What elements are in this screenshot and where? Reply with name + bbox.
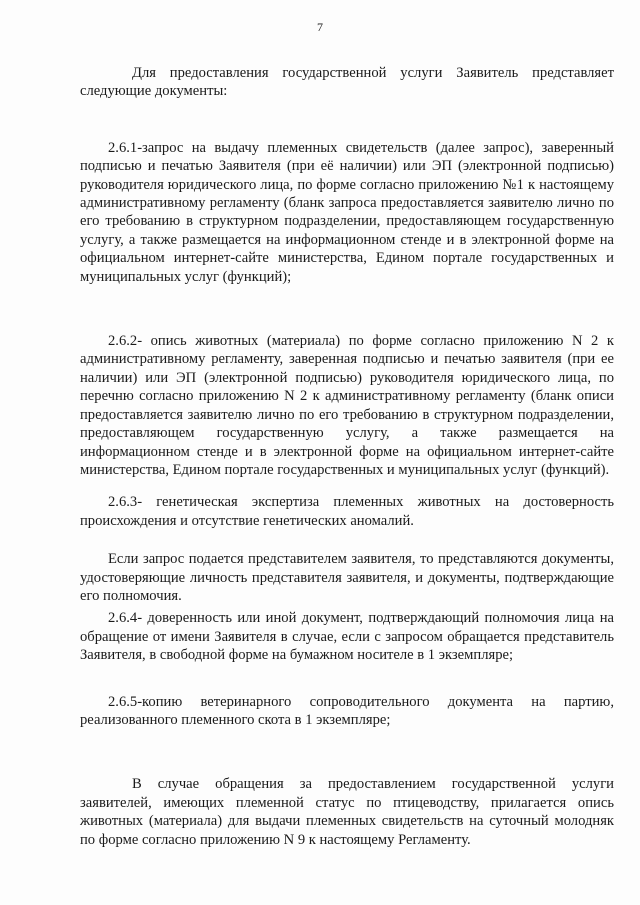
poultry-paragraph: В случае обращения за предоставлением государственной услуги заявителей, имеющих племенной статус по птицеводству, прилагается опись животных (материала) для выдачи племенных свидетельств на суточный молодняк по форме согласно приложению N 9 к настоящему Регламенту. [80,776,614,848]
page-number: 7 [317,20,323,34]
paragraph-2-6-5: 2.6.5-копию ветеринарного сопроводительного документа на партию, реализованного племенного скота в 1 экземпляре; [80,693,614,728]
paragraph-2-6-4: 2.6.4- доверенность или иной документ, подтверждающий полномочия лица на обращение от имени Заявителя в случае, если с запросом обращается представитель Заявителя, в свободной форме на бумажном носителе в 1 экземпляре; [80,610,614,664]
paragraph-2-6-3: 2.6.3- генетическая экспертиза племенных животных на достоверность происхождения и отсутствие генетических аномалий. [80,494,614,529]
paragraph-2-6-2: 2.6.2- опись животных (материала) по форме согласно приложению N 2 к административному регламенту, заверенная подписью и печатью заявителя (при ее наличии) или ЭП (электронной подписью) руководителя юридического лица, по перечню согласно приложению N 2 к административному регламенту (бланк описи предоставляется заявителю лично по его требованию в структурном подразделении, предоставляющем государственную услугу, а также размещается на информационном стенде и в электронной форме на официальном интернет-сайте министерства, Едином портале государственных и муниципальных услуг (функций). [80,333,614,478]
intro-paragraph: Для предоставления государственной услуги Заявитель представляет следующие документы: [80,65,614,100]
document-body [80,64,614,849]
paragraph-2-6-1: 2.6.1-запрос на выдачу племенных свидетельств (далее запрос), заверенный подписью и печатью Заявителя (при её наличии) или ЭП (электронной подписью) руководителя юридического лица, по форме согласно приложению №1 к настоящему административному регламенту (бланк запроса предоставляется заявителю лично по его требованию в структурном подразделении, предоставляющем государственную услугу, а также размещается на информационном стенде и в электронной форме на официальном интернет-сайте министерства, Едином портале государственных и муниципальных услуг (функций); [80,139,614,285]
representative-paragraph: Если запрос подается представителем заявителя, то представляются документы, удостоверяющие личность представителя заявителя, и документы, подтверждающие его полномочия. [80,551,614,604]
